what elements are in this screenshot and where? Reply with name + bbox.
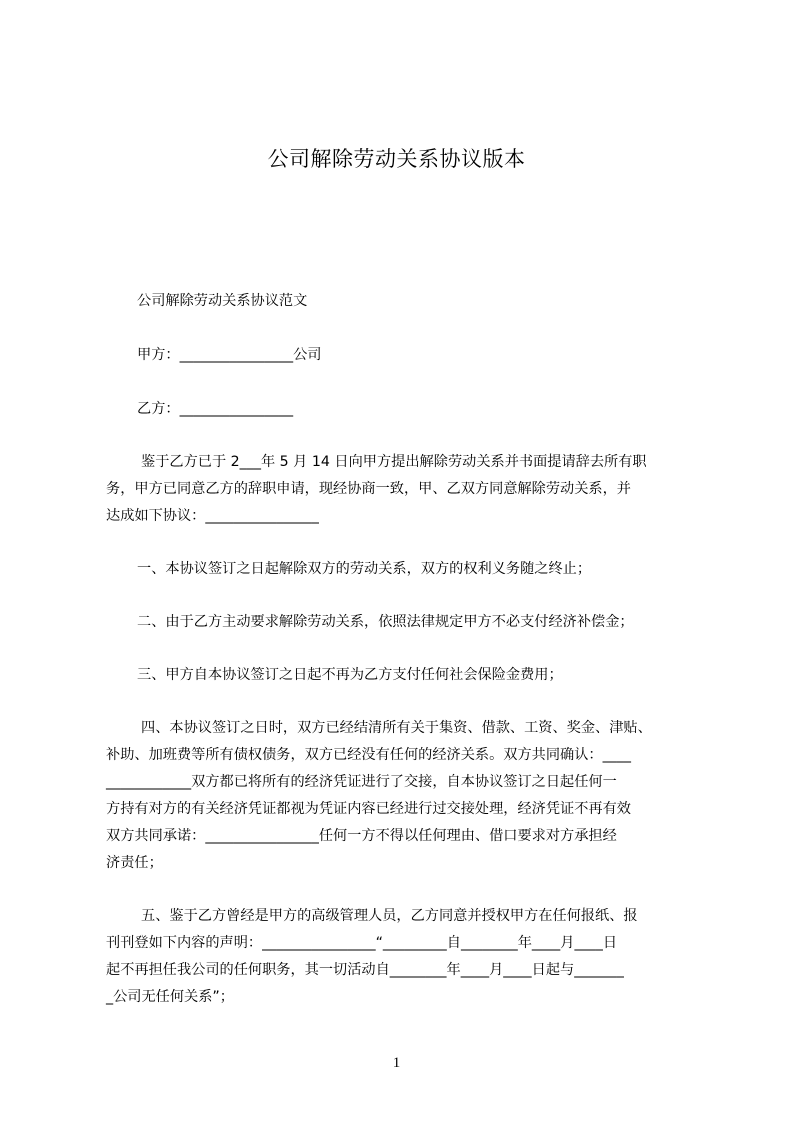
paragraph-line: 双方共同承诺：________________任何一方不得以任何理由、借口要求对方承担经 bbox=[106, 828, 617, 844]
party-b-line: 乙方：________________ bbox=[137, 401, 294, 417]
page-number: 1 bbox=[392, 1055, 401, 1071]
clause-1: 一、本协议签订之日起解除双方的劳动关系，双方的权利义务随之终止； bbox=[137, 561, 592, 577]
paragraph-line: ____________双方都已将所有的经济凭证进行了交接，自本协议签订之日起任何一 bbox=[106, 774, 617, 790]
paragraph-line: 达成如下协议：________________ bbox=[106, 508, 319, 524]
paragraph-line: 刊刊登如下内容的声明：________________“_________自________年____月____日 bbox=[106, 935, 618, 951]
paragraph-line: 济责任； bbox=[106, 855, 163, 871]
paragraph-line: _公司无任何关系”； bbox=[106, 989, 234, 1005]
paragraph-line: 方持有对方的有关经济凭证都视为凭证内容已经进行过交接处理，经济凭证不再有效 bbox=[106, 801, 631, 817]
paragraph-line: 鉴于乙方已于 2___年 5 月 14 日向甲方提出解除劳动关系并书面提请辞去所有职 bbox=[141, 454, 647, 470]
paragraph-line: 务，甲方已同意乙方的辞职申请，现经协商一致，甲、乙双方同意解除劳动关系，并 bbox=[106, 481, 631, 497]
paragraph-line: 四、本协议签订之日时，双方已经结清所有关于集资、借款、工资、奖金、津贴、 bbox=[141, 720, 652, 736]
document-subtitle: 公司解除劳动关系协议范文 bbox=[137, 293, 308, 309]
paragraph-line: 补助、加班费等所有债权债务，双方已经没有任何的经济关系。双方共同确认：____ bbox=[106, 747, 631, 763]
paragraph-line: 五、鉴于乙方曾经是甲方的高级管理人员，乙方同意并授权甲方在任何报纸、报 bbox=[141, 908, 638, 924]
clause-2: 二、由于乙方主动要求解除劳动关系，依照法律规定甲方不必支付经济补偿金； bbox=[137, 614, 634, 630]
party-a-line: 甲方：________________公司 bbox=[137, 347, 322, 363]
paragraph-line: 起不再担任我公司的任何职务，其一切活动自________年____月____日起与_______ bbox=[106, 962, 624, 978]
clause-3: 三、甲方自本协议签订之日起不再为乙方支付任何社会保险金费用； bbox=[137, 667, 563, 683]
document-title: 公司解除劳动关系协议版本 bbox=[267, 147, 526, 171]
